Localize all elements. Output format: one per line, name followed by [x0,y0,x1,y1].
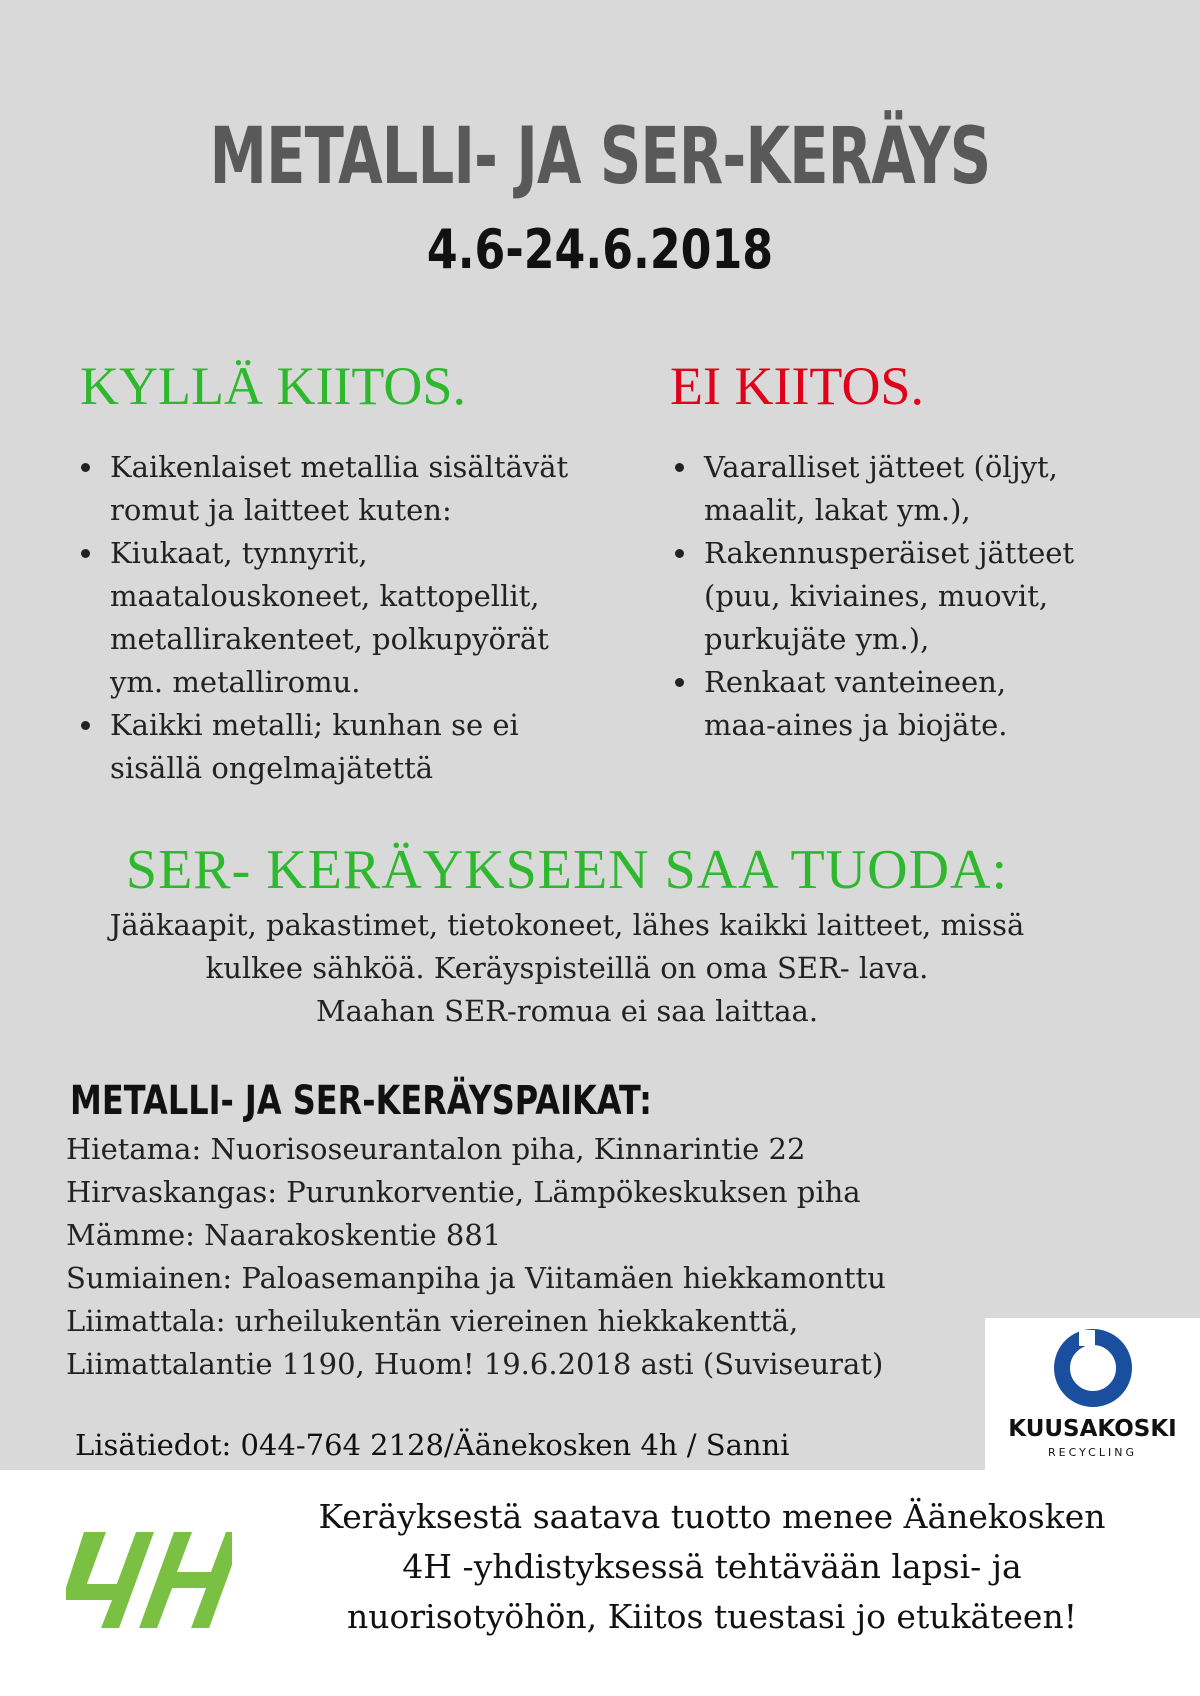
place-line: Hirvaskangas: Purunkorventie, Lämpökeskuksen piha [66,1175,861,1209]
ser-heading: SER- KERÄYKSEEN SAA TUODA: [125,839,1009,901]
accepted-items-list [80,446,646,790]
list-item: • Vaaralliset jätteet (öljyt, maalit, lakat ym.), [700,446,1170,532]
kuusakoski-ring-icon [1053,1328,1133,1408]
place-line: Sumiainen: Paloasemanpiha ja Viitamäen hiekkamonttu [66,1261,886,1295]
list-item: • Rakennusperäiset jätteet (puu, kiviaines, muovit, purkujäte ym.), [700,532,1170,661]
list-item: • Kaikki metalli; kunhan se ei sisällä ongelmajätettä [106,704,646,790]
contact-info: Lisätiedot: 044-764 2128/Äänekosken 4h / Sanni [75,1428,790,1462]
places-list [66,1128,886,1386]
fourh-logo [66,1532,232,1628]
place-line: Liimattalantie 1190, Huom! 19.6.2018 asti (Suviseurat) [66,1347,884,1381]
date-range: 4.6-24.6.2018 [426,218,774,281]
place-line: Liimattala: urheilukentän viereinen hiekkakenttä, [66,1304,799,1338]
place-line: Hietama: Nuorisoseurantalon piha, Kinnarintie 22 [66,1132,806,1166]
footer-message: Keräyksestä saatava tuotto menee Äänekosken 4H -yhdistyksessä tehtävään lapsi- ja nuorisotyöhön, Kiitos tuestasi jo etukäteen! [318,1497,1106,1636]
logo-name: KUUSAKOSKI [1008,1416,1177,1442]
list-item: • Kaikenlaiset metallia sisältävät romut ja laitteet kuten: [106,446,646,532]
rejected-items-list [674,446,1170,747]
yes-thanks-heading: KYLLÄ KIITOS. [80,356,466,416]
kuusakoski-logo [985,1318,1200,1470]
list-item: • Kiukaat, tynnyrit, maatalouskoneet, kattopellit, metallirakenteet, polkupyörät ym. metalliromu. [106,532,646,704]
ser-description: Jääkaapit, pakastimet, tietokoneet, lähes kaikki laitteet, missä kulkee sähköä. Keräyspisteillä on oma SER- lava. Maahan SER-romua ei saa laittaa. [109,908,1025,1028]
places-heading: METALLI- JA SER-KERÄYSPAIKAT: [70,1078,652,1124]
place-line: Mämme: Naarakoskentie 881 [66,1218,502,1252]
footer [0,1470,1200,1696]
page-title: METALLI- JA SER-KERÄYS [209,112,991,202]
list-item: • Renkaat vanteineen, maa-aines ja biojäte. [700,661,1170,747]
logo-subtitle: RECYCLING [1047,1446,1137,1459]
no-thanks-heading: EI KIITOS. [670,356,924,416]
